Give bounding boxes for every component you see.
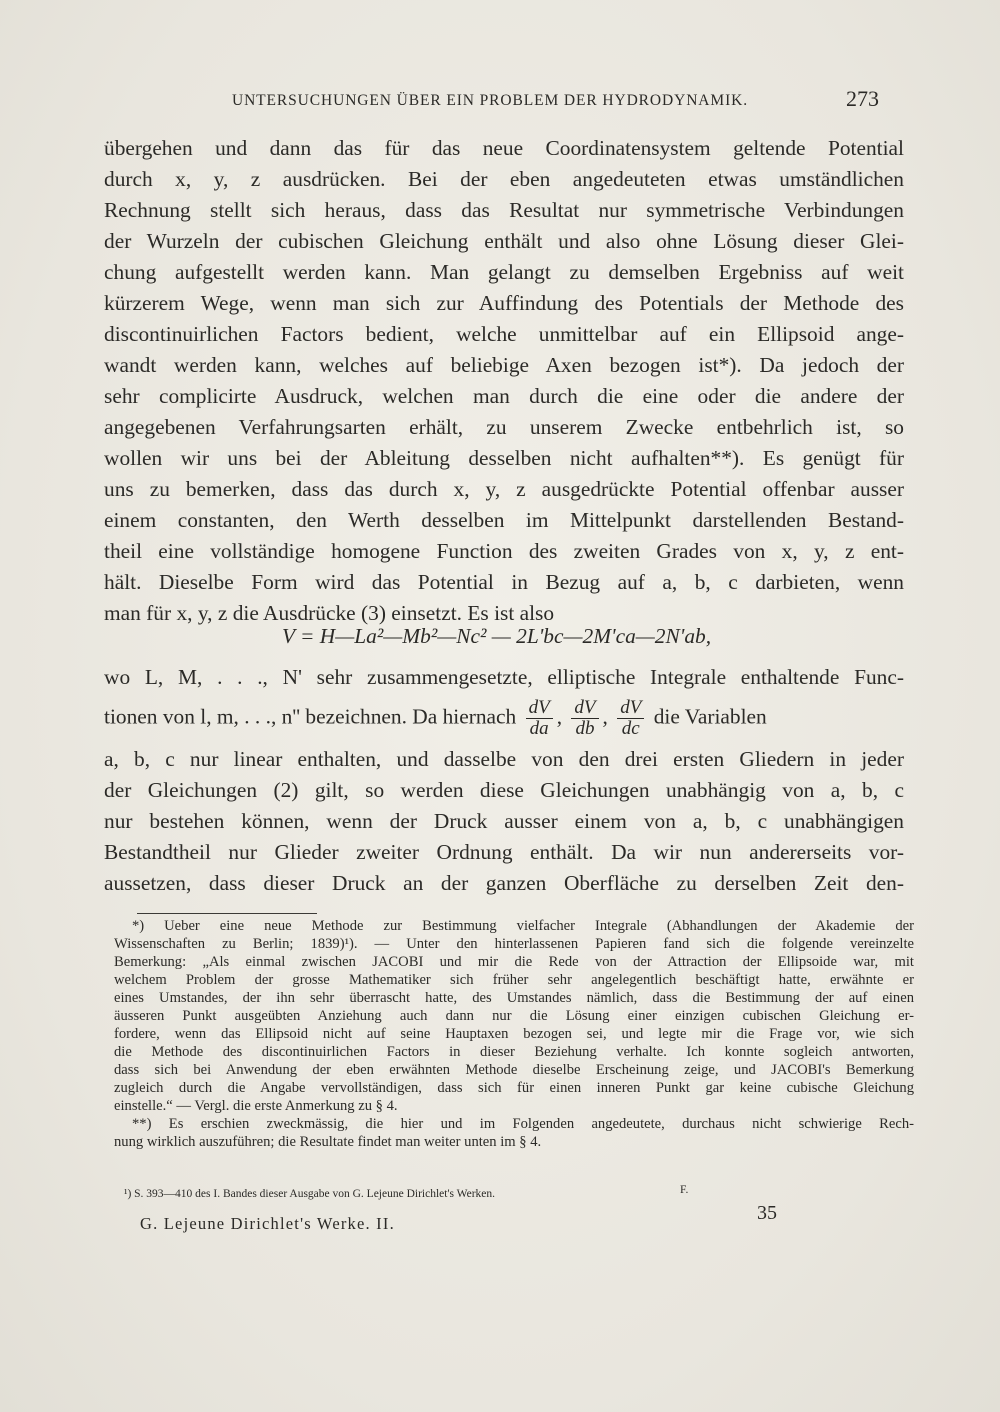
body-line: wollen wir uns bei der Ableitung desselben nicht aufhalten**). Es genügt für [104, 446, 904, 470]
running-header: UNTERSUCHUNGEN ÜBER EIN PROBLEM DER HYDRODYNAMIK. [232, 92, 748, 109]
body-line: hält. Dieselbe Form wird das Potential in Bezug auf a, b, c darbieten, wenn [104, 570, 904, 594]
body-line: der Wurzeln der cubischen Gleichung enthält und also ohne Lösung dieser Glei- [104, 229, 904, 253]
display-formula [282, 624, 711, 649]
fraction-line: tionen von l, m, . . ., n'' bezeichnen. Da hiernach $\frac{dV}{da}$ , $\frac{dV}{db}$ , $\frac{dV}{dc}$ die Variablen [104, 697, 767, 739]
fraction-denominator: db [575, 718, 595, 739]
body-line: discontinuirlichen Factors bedient, welche unmittelbar auf ein Ellipsoid ange- [104, 322, 904, 346]
editorial-sign: F. [680, 1184, 689, 1196]
body-line: angegebenen Verfahrungsarten erhält, zu unserem Zwecke entbehrlich ist, so [104, 415, 904, 439]
body-line: nur bestehen können, wenn der Druck ausser einem von a, b, c unabhängigen [104, 809, 904, 833]
body-line: kürzerem Wege, wenn man sich zur Auffindung des Potentials der Methode des [104, 291, 904, 315]
body-line: Rechnung stellt sich heraus, dass das Resultat nur symmetrische Verbindungen [104, 198, 904, 222]
body-line: wo L, M, . . ., N' sehr zusammengesetzte, elliptische Integrale enthaltende Func- [104, 665, 904, 689]
footnote-rule [137, 913, 317, 914]
fraction-numerator: dV [617, 698, 644, 719]
fraction-dv-dc [617, 698, 644, 739]
fraction-line-before: tionen von l, m, . . ., n'' bezeichnen. Da hiernach [104, 704, 517, 729]
signature-line: G. Lejeune Dirichlet's Werke. II. [140, 1214, 395, 1233]
body-line: der Gleichungen (2) gilt, so werden diese Gleichungen unabhängig von a, b, c [104, 778, 904, 802]
body-line: Bestandtheil nur Glieder zweiter Ordnung enthält. Da wir nun andererseits vor- [104, 840, 904, 864]
footnote-line: nung wirklich auszuführen; die Resultate findet man weiter unten im § 4. [114, 1134, 542, 1150]
footnote-line: zugleich durch die Angabe vervollständigen, dass sich für einen inneren Punkt gar keine cubische Gleichung [114, 1080, 914, 1096]
body-line: aussetzen, dass dieser Druck an der ganzen Oberfläche zu derselben Zeit den- [104, 871, 904, 895]
fraction-line-after: die Variablen [653, 704, 767, 729]
footnote-line: Wissenschaften zu Berlin; 1839)¹). — Unter den hinterlassenen Papieren fand sich die folgende vereinzelte [114, 936, 914, 952]
sheet-number: 35 [757, 1202, 777, 1224]
editorial-note: ¹) S. 393—410 des I. Bandes dieser Ausgabe von G. Lejeune Dirichlet's Werken. [124, 1188, 496, 1200]
footnote-line: Bemerkung: „Als einmal zwischen JACOBI und mir die Rede von der Attraction der Ellipsoide war, mit [114, 954, 914, 970]
formula-text: V = H—La²—Mb²—Nc² — 2L'bc—2M'ca—2N'ab, [282, 624, 712, 648]
footnote-line: die Methode des discontinuirlichen Factors in dieser Beziehung verhalte. Ich konnte sogleich antworten, [114, 1044, 914, 1060]
fraction-dv-da [526, 698, 553, 739]
footnote-line: fordere, wenn das Ellipsoid nicht auf seine Hauptaxen bezogen sei, und legte mir die Frage vor, wie sich [114, 1026, 914, 1042]
body-line: chung aufgestellt werden kann. Man gelangt zu demselben Ergebniss auf weit [104, 260, 904, 284]
body-line: theil eine vollständige homogene Function des zweiten Grades von x, y, z ent- [104, 539, 904, 563]
footnote-line: einstelle.“ — Vergl. die erste Anmerkung zu § 4. [114, 1098, 398, 1114]
body-line: einem constanten, den Werth desselben im Mittelpunkt darstellenden Bestand- [104, 508, 904, 532]
body-line: sehr complicirte Ausdruck, welchen man durch die eine oder die andere der [104, 384, 904, 408]
body-line: uns zu bemerken, dass das durch x, y, z ausgedrückte Potential offenbar ausser [104, 477, 904, 501]
page-number: 273 [846, 86, 879, 111]
footnote-line: eines Umstandes, der ihn sehr überrascht hatte, des Umstandes nämlich, dass die Bestimmung der auf einen [114, 990, 914, 1006]
footnote-line: dass sich bei Anwendung der eben erwähnten Methode dieselbe Erscheinung zeige, und JACOBI's Bemerkung [114, 1062, 914, 1078]
footnote-line: welchem Problem der grosse Mathematiker sich früher sehr angelegentlich beschäftigt hatte, erwähnte er [114, 972, 914, 988]
body-line: wandt werden kann, welches auf beliebige Axen bezogen ist*). Da jedoch der [104, 353, 904, 377]
body-line: a, b, c nur linear enthalten, und dasselbe von den drei ersten Gliedern in jeder [104, 747, 904, 771]
fraction-denominator: dc [621, 718, 640, 739]
footnote-line: **) Es erschien zweckmässig, die hier und im Folgenden angedeutete, durchaus nicht schwierige Rech- [132, 1116, 914, 1132]
body-line: man für x, y, z die Ausdrücke (3) einsetzt. Es ist also [104, 601, 555, 625]
fraction-numerator: dV [526, 698, 553, 719]
fraction-dv-db [571, 698, 598, 739]
footnote-line: äusseren Punkt ausgeübten Anziehung auch dann nur die Lösung einer einzigen cubischen Gleichung er- [114, 1008, 914, 1024]
fraction-numerator: dV [571, 698, 598, 719]
body-line: übergehen und dann das für das neue Coordinatensystem geltende Potential [104, 136, 904, 160]
fraction-denominator: da [529, 718, 549, 739]
body-line: durch x, y, z ausdrücken. Bei der eben angedeuteten etwas umständlichen [104, 167, 904, 191]
footnote-line: *) Ueber eine neue Methode zur Bestimmung vielfacher Integrale (Abhandlungen der Akademie der [132, 918, 914, 934]
